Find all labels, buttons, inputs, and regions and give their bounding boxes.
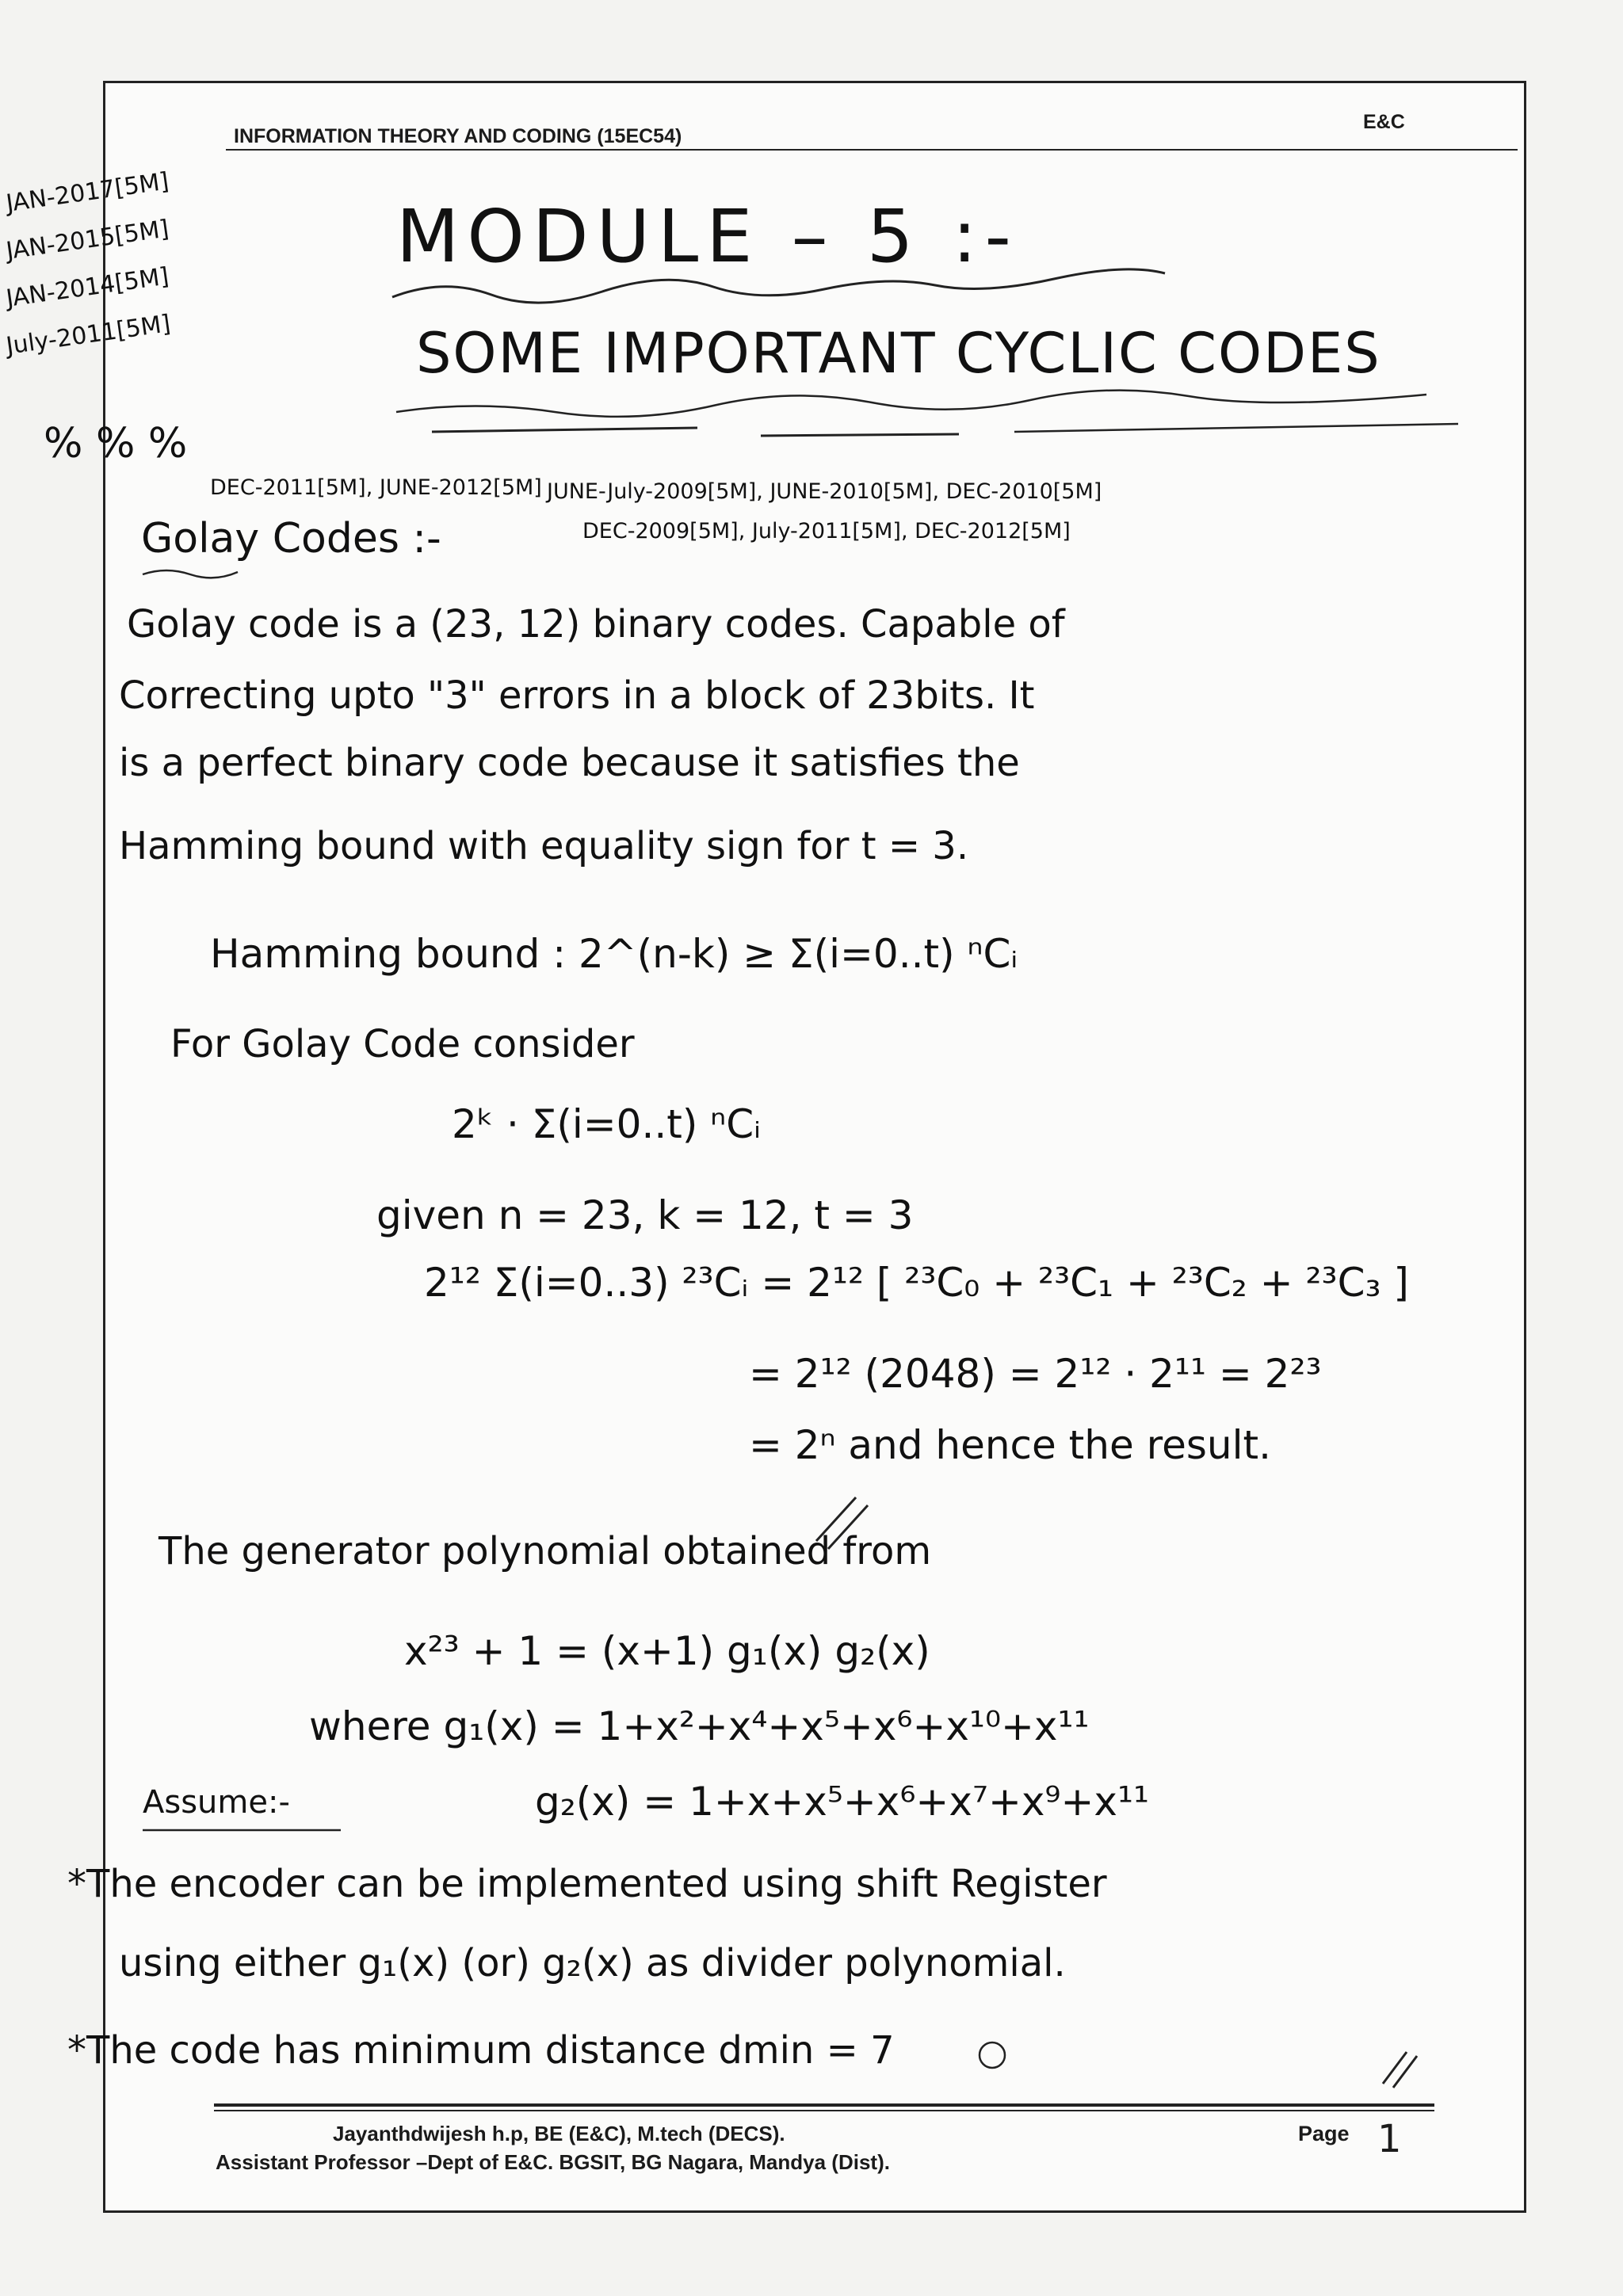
- generator-equation: x²³ + 1 = (x+1) g₁(x) g₂(x): [404, 1628, 930, 1674]
- header-title: INFORMATION THEORY AND CODING (15EC54): [234, 125, 682, 147]
- paragraph-line-3: is a perfect binary code because it satisfies the: [119, 741, 1020, 785]
- margin-note-1: JAN-2017[5M]: [4, 167, 171, 218]
- generator-line: The generator polynomial obtained from: [158, 1529, 932, 1573]
- assume-label: Assume:-: [143, 1784, 290, 1821]
- star-marks: % % %: [44, 420, 188, 467]
- margin-note-3: JAN-2014[5M]: [4, 262, 171, 313]
- module-title: MODULE – 5 :-: [396, 194, 1019, 279]
- hamming-bound: Hamming bound : 2^(n-k) ≥ Σ(i=0..t) ⁿCᵢ: [210, 931, 1018, 977]
- margin-note-4: July-2011[5M]: [4, 310, 173, 360]
- footer-author: Jayanthdwijesh h.p, BE (E&C), M.tech (DECS).: [333, 2122, 785, 2145]
- page-label: Page: [1298, 2122, 1350, 2145]
- given-values: given n = 23, k = 12, t = 3: [376, 1192, 914, 1238]
- bullet-encoder-line-1: *The encoder can be implemented using shift Register: [67, 1862, 1107, 1906]
- bullet-encoder-line-2: using either g₁(x) (or) g₂(x) as divider polynomial.: [119, 1941, 1066, 1985]
- page-number: 1: [1377, 2117, 1402, 2161]
- consider-expression: 2ᵏ · Σ(i=0..t) ⁿCᵢ: [452, 1101, 762, 1147]
- equation-line-1: 2¹² Σ(i=0..3) ²³Cᵢ = 2¹² [ ²³C₀ + ²³C₁ + ²³C₂ + ²³C₃ ]: [424, 1260, 1409, 1306]
- g2-polynomial: g₂(x) = 1+x+x⁵+x⁶+x⁷+x⁹+x¹¹: [535, 1779, 1150, 1825]
- margin-note-2: JAN-2015[5M]: [4, 215, 171, 265]
- exam-line-2: JUNE-July-2009[5M], JUNE-2010[5M], DEC-2010[5M]: [547, 479, 1102, 504]
- footer-rule-thin: [214, 2110, 1434, 2111]
- equation-line-3: = 2ⁿ and hence the result.: [749, 1422, 1271, 1468]
- consider-line: For Golay Code consider: [170, 1022, 635, 1066]
- subtitle: SOME IMPORTANT CYCLIC CODES: [416, 321, 1381, 386]
- footer-affiliation: Assistant Professor –Dept of E&C. BGSIT, BG Nagara, Mandya (Dist).: [216, 2150, 890, 2174]
- equation-line-2: = 2¹² (2048) = 2¹² · 2¹¹ = 2²³: [749, 1351, 1322, 1397]
- footer-rule: [214, 2103, 1434, 2107]
- header-dept: E&C: [1363, 111, 1405, 133]
- paragraph-line-1: Golay code is a (23, 12) binary codes. Capable of: [127, 602, 1065, 646]
- g1-polynomial: where g₁(x) = 1+x²+x⁴+x⁵+x⁶+x¹⁰+x¹¹: [309, 1703, 1090, 1749]
- paragraph-line-2: Correcting upto "3" errors in a block of 23bits. It: [119, 673, 1035, 718]
- golay-heading: Golay Codes :-: [141, 515, 441, 563]
- bullet-min-distance: *The code has minimum distance dmin = 7: [67, 2028, 895, 2073]
- exam-line-1: DEC-2011[5M], JUNE-2012[5M]: [210, 475, 542, 500]
- paragraph-line-4: Hamming bound with equality sign for t = 3.: [119, 824, 969, 868]
- exam-line-3: DEC-2009[5M], July-2011[5M], DEC-2012[5M]: [582, 519, 1071, 543]
